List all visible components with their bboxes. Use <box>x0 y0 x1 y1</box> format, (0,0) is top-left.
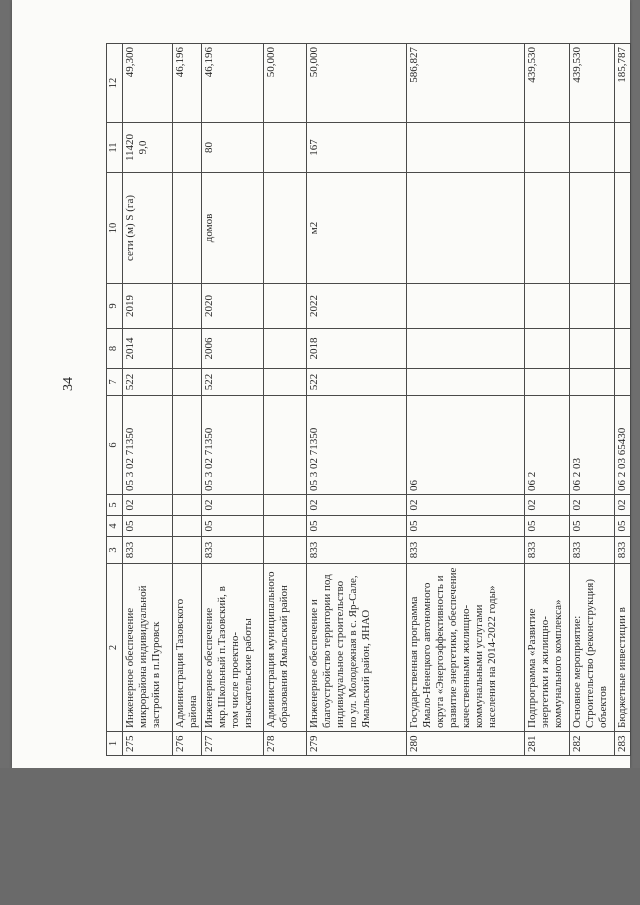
header-cell: 2 <box>107 564 123 732</box>
table-cell-col6: 05 3 02 71350 <box>201 396 263 495</box>
table-cell-col9 <box>524 284 569 329</box>
table-cell-col6: 06 2 <box>524 396 569 495</box>
table-cell-col5: 02 <box>614 495 630 516</box>
table-cell-col11 <box>263 123 306 173</box>
table-cell-col3: 833 <box>406 537 524 564</box>
table-cell-col10 <box>569 173 614 284</box>
header-cell: 10 <box>107 173 123 284</box>
table-cell-col11 <box>614 123 630 173</box>
table-cell-col6: 06 2 03 65430 <box>614 396 630 495</box>
header-cell: 8 <box>107 329 123 369</box>
table-body <box>107 44 631 756</box>
table-cell-col5: 02 <box>201 495 263 516</box>
table-cell-col9 <box>569 284 614 329</box>
table-cell-col12: 185,787 <box>614 44 630 123</box>
header-cell: 11 <box>107 123 123 173</box>
header-cell: 6 <box>107 396 123 495</box>
table-cell-col10: домов <box>201 173 263 284</box>
table-cell-col5 <box>263 495 306 516</box>
table-cell-col2: Администрация муниципального образования Ямальский район <box>263 564 306 732</box>
table-cell-col4: 05 <box>569 516 614 537</box>
table-cell-col8 <box>263 329 306 369</box>
table-cell-col10: сети (м) S (га) <box>123 173 173 284</box>
table-cell-col4 <box>173 516 202 537</box>
table-cell-col1: 275 <box>123 732 173 756</box>
table-cell-col4: 05 <box>123 516 173 537</box>
table-cell-col2: Бюджетные инвестиции в <box>614 564 630 732</box>
table-cell-col4: 05 <box>306 516 406 537</box>
table-cell-col5 <box>173 495 202 516</box>
table-cell-col9: 2019 <box>123 284 173 329</box>
table-cell-col5: 02 <box>406 495 524 516</box>
table-cell-col7 <box>406 369 524 396</box>
table-cell-col5: 02 <box>569 495 614 516</box>
table-row <box>173 44 202 756</box>
table-cell-col5: 02 <box>306 495 406 516</box>
table-cell-col10 <box>173 173 202 284</box>
table-cell-col6 <box>263 396 306 495</box>
table-cell-col6: 06 2 03 <box>569 396 614 495</box>
table-cell-col1: 280 <box>406 732 524 756</box>
table-cell-col7 <box>614 369 630 396</box>
table-cell-col9 <box>614 284 630 329</box>
table-cell-col3: 833 <box>569 537 614 564</box>
table-cell-col6: 06 <box>406 396 524 495</box>
table-cell-col1: 279 <box>306 732 406 756</box>
table-cell-col8 <box>406 329 524 369</box>
table-cell-col1: 283 <box>614 732 630 756</box>
table-cell-col2: Подпрограмма «Развитие энергетики и жилищно-коммунального комплекса» <box>524 564 569 732</box>
table-row <box>614 44 630 756</box>
table-cell-col9: 2020 <box>201 284 263 329</box>
table-cell-col3 <box>173 537 202 564</box>
table-cell-col2: Администрация Тазовского района <box>173 564 202 732</box>
table-row <box>569 44 614 756</box>
table-row <box>406 44 524 756</box>
table-cell-col10: м2 <box>306 173 406 284</box>
table-cell-col11 <box>569 123 614 173</box>
table-cell-col3: 833 <box>524 537 569 564</box>
table-cell-col2: Инженерное обеспечение и благоустройство территории под индивидуальное строительство по ул. Молодежная в с. Яр-Сале, Ямальский район, ЯНАО <box>306 564 406 732</box>
table-cell-col3: 833 <box>123 537 173 564</box>
table-cell-col12: 586,827 <box>406 44 524 123</box>
table-cell-col11: 11420 9,0 <box>123 123 173 173</box>
table-cell-col11 <box>406 123 524 173</box>
header-cell: 12 <box>107 44 123 123</box>
column-number-row <box>107 44 123 756</box>
table-cell-col2: Государственная программа Ямало-Ненецкого автономного округа «Энергоэффективность и развитие энергетики, обеспечение качественными жилищно-коммунальными услугами населения на 2014-2022 годы» <box>406 564 524 732</box>
table-cell-col7 <box>524 369 569 396</box>
table-cell-col12: 46,196 <box>173 44 202 123</box>
table-row <box>306 44 406 756</box>
table-row <box>201 44 263 756</box>
header-cell: 9 <box>107 284 123 329</box>
table-cell-col2: Инженерное обеспечение микрорайона индивидуальной застройки в п.Пуровск <box>123 564 173 732</box>
table-cell-col8: 2006 <box>201 329 263 369</box>
table-cell-col2: Основное мероприятие: Строительство (реконструкция) объектов <box>569 564 614 732</box>
table-cell-col9 <box>263 284 306 329</box>
scan-background <box>0 768 640 905</box>
table-cell-col1: 278 <box>263 732 306 756</box>
table-cell-col12: 439,530 <box>569 44 614 123</box>
table-cell-col5: 02 <box>524 495 569 516</box>
table-cell-col12: 50,000 <box>306 44 406 123</box>
table-cell-col8 <box>569 329 614 369</box>
table-cell-col4: 05 <box>524 516 569 537</box>
header-cell: 4 <box>107 516 123 537</box>
table-cell-col8 <box>173 329 202 369</box>
table-cell-col4: 05 <box>201 516 263 537</box>
table-cell-col11: 80 <box>201 123 263 173</box>
table-cell-col3: 833 <box>306 537 406 564</box>
table-cell-col7 <box>173 369 202 396</box>
table-cell-col7: 522 <box>306 369 406 396</box>
table-cell-col3: 833 <box>614 537 630 564</box>
table-cell-col10 <box>263 173 306 284</box>
table-cell-col5: 02 <box>123 495 173 516</box>
table-cell-col8 <box>524 329 569 369</box>
table-cell-col9 <box>173 284 202 329</box>
table-cell-col7: 522 <box>123 369 173 396</box>
table-cell-col8: 2018 <box>306 329 406 369</box>
table-cell-col6 <box>173 396 202 495</box>
header-cell: 1 <box>107 732 123 756</box>
table-row <box>263 44 306 756</box>
table-cell-col4: 05 <box>614 516 630 537</box>
table-viewport <box>106 44 628 756</box>
table-cell-col8 <box>614 329 630 369</box>
header-cell: 5 <box>107 495 123 516</box>
table-cell-col11: 167 <box>306 123 406 173</box>
header-cell: 3 <box>107 537 123 564</box>
table-cell-col9 <box>406 284 524 329</box>
budget-table <box>106 43 631 756</box>
table-cell-col12: 46,196 <box>201 44 263 123</box>
table-cell-col4: 05 <box>406 516 524 537</box>
table-row <box>524 44 569 756</box>
table-cell-col2: Инженерное обеспечение мкр.Школьный п.Тазовский, в том числе проектно-изыскательские работы <box>201 564 263 732</box>
table-cell-col7 <box>569 369 614 396</box>
table-cell-col10 <box>614 173 630 284</box>
table-cell-col10 <box>406 173 524 284</box>
table-cell-col7 <box>263 369 306 396</box>
table-cell-col11 <box>173 123 202 173</box>
table-cell-col3 <box>263 537 306 564</box>
table-cell-col1: 276 <box>173 732 202 756</box>
table-cell-col12: 439,530 <box>524 44 569 123</box>
header-cell: 7 <box>107 369 123 396</box>
table-row <box>123 44 173 756</box>
table-cell-col6: 05 3 02 71350 <box>306 396 406 495</box>
table-cell-col11 <box>524 123 569 173</box>
table-cell-col7: 522 <box>201 369 263 396</box>
page-number: 34 <box>61 377 76 391</box>
table-cell-col12: 49,300 <box>123 44 173 123</box>
table-cell-col9: 2022 <box>306 284 406 329</box>
document-page <box>12 0 630 768</box>
table-cell-col1: 281 <box>524 732 569 756</box>
table-cell-col1: 277 <box>201 732 263 756</box>
table-cell-col4 <box>263 516 306 537</box>
table-cell-col10 <box>524 173 569 284</box>
table-cell-col1: 282 <box>569 732 614 756</box>
table-cell-col8: 2014 <box>123 329 173 369</box>
table-sheet <box>106 44 628 756</box>
table-cell-col3: 833 <box>201 537 263 564</box>
table-cell-col12: 50,000 <box>263 44 306 123</box>
table-cell-col6: 05 3 02 71350 <box>123 396 173 495</box>
